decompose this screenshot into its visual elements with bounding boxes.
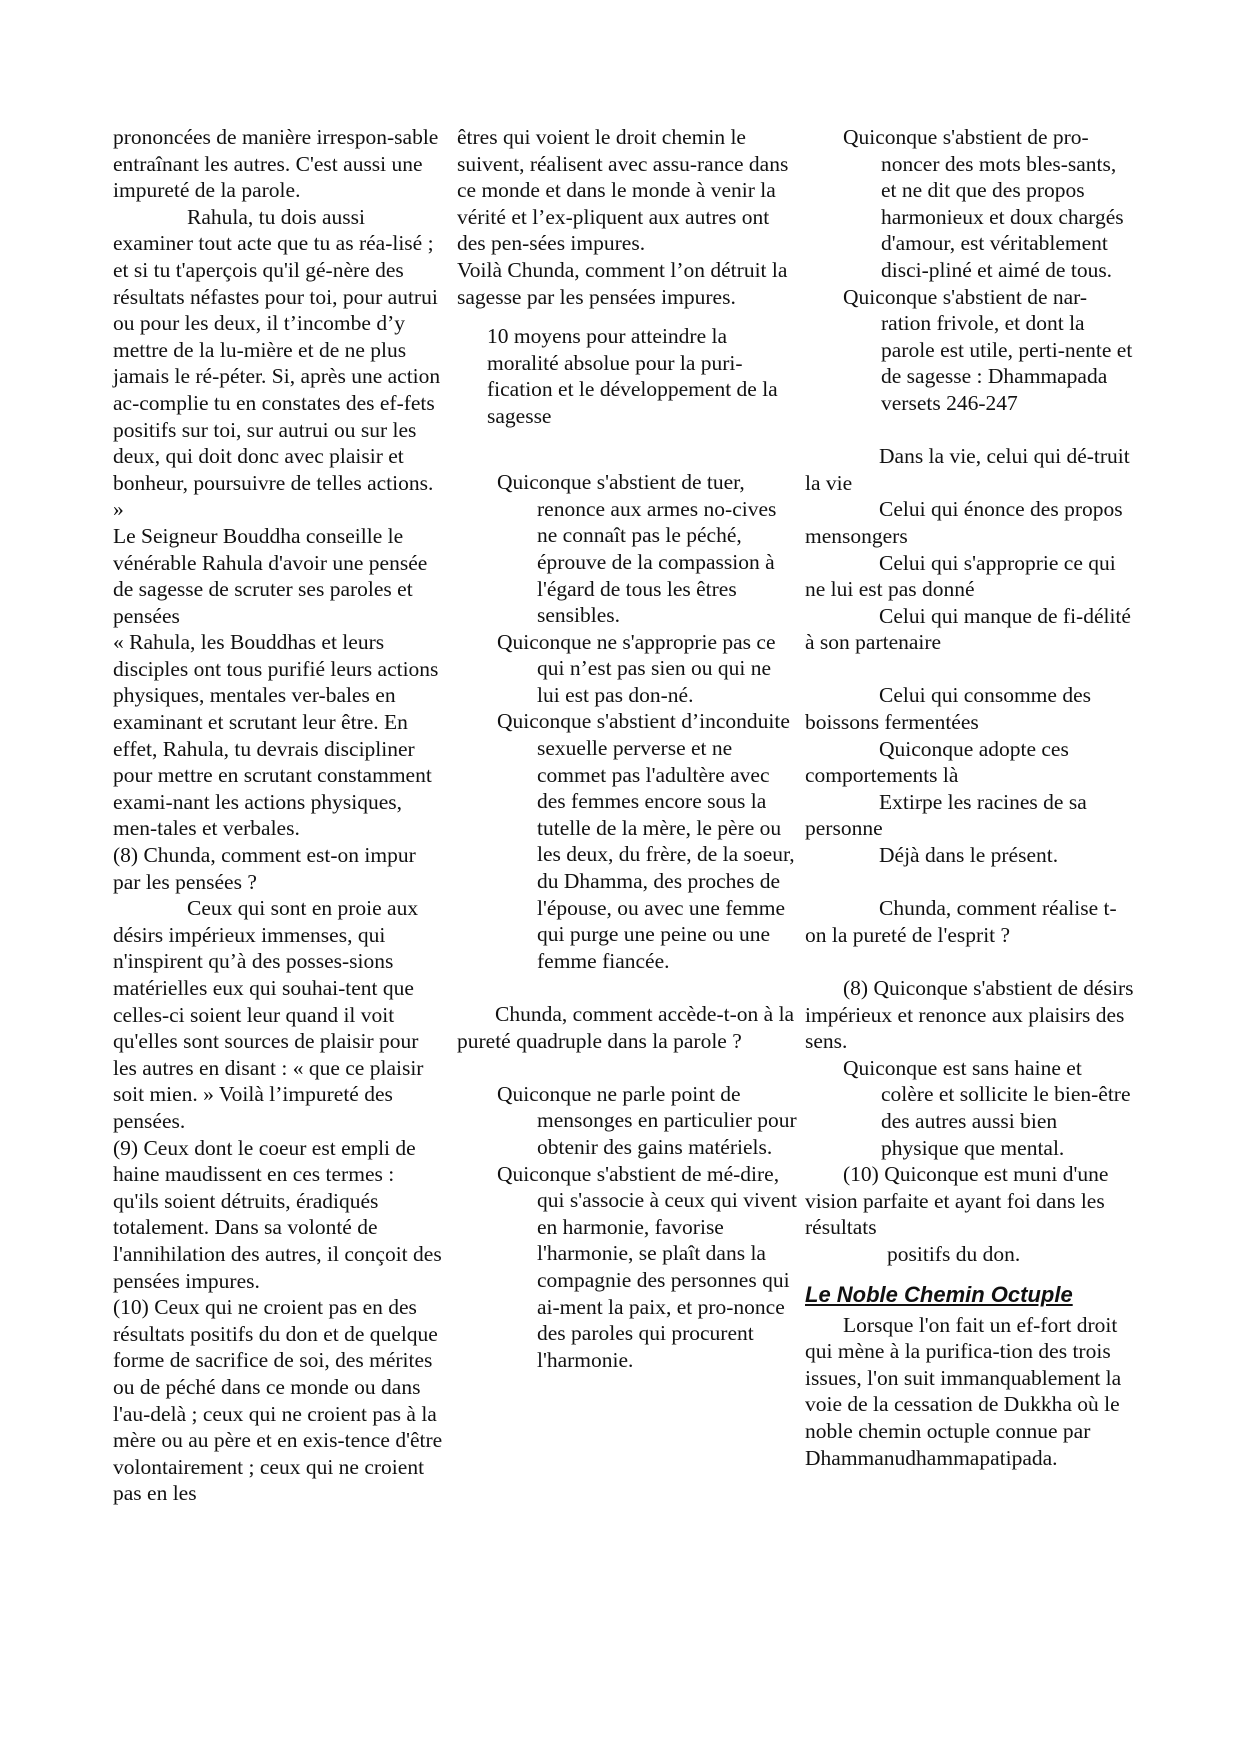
paragraph: Celui qui consomme des boissons fermentées xyxy=(805,683,1091,735)
list-item: Quiconque s'abstient de tuer, renonce aux armes no-cives ne connaît pas le péché, éprouve de la compassion à l'égard de tous les êtres sensibles. xyxy=(497,470,777,628)
paragraph: Celui qui énonce des propos mensongers xyxy=(805,497,1123,548)
paragraph: positifs du don. xyxy=(887,1241,1021,1266)
paragraph: Ceux qui sont en proie aux désirs impérieux immenses, qui n'inspirent qu’à des posses-sions matérielles eux qui souhai-tent que celles-ci soient leur quand il voit qu'elles sont sources de plaisir pour les autres en disant : « que ce plaisir soit mien. » Voilà l’impureté des pensées. xyxy=(113,896,424,1133)
list-item: Quiconque s'abstient de nar-ration frivole, et dont la parole est utile, perti-nente et de sagesse : Dhammapada versets 246-247 xyxy=(843,284,1133,415)
list-item: Quiconque est sans haine et colère et sollicite le bien-être des autres aussi bien physique que mental. xyxy=(843,1055,1131,1160)
paragraph: (9) Ceux dont le coeur est empli de haine maudissent en ces termes : qu'ils soient détruits, éradiqués totalement. Dans sa volonté de l'annihilation des autres, il conçoit des pensées impures. xyxy=(113,1135,442,1293)
paragraph: Extirpe les racines de sa personne xyxy=(805,789,1087,841)
paragraph: (8) Quiconque s'abstient de désirs impérieux et renonce aux plaisirs des sens. xyxy=(805,976,1134,1054)
paragraph: Chunda, comment réalise t-on la pureté de l'esprit ? xyxy=(805,896,1117,947)
paragraph: Dans la vie, celui qui dé-truit la vie xyxy=(805,444,1130,495)
list-item: Quiconque ne parle point de mensonges en particulier pour obtenir des gains matériels. xyxy=(497,1081,797,1159)
text-column-1 xyxy=(113,124,443,1507)
paragraph: Celui qui s'approprie ce qui ne lui est pas donné xyxy=(805,550,1116,602)
text-column-2 xyxy=(457,124,797,1373)
paragraph: Lorsque l'on fait un ef-fort droit qui mène à la purifica-tion des trois issues, l'on suit immanquablement la voie de la cessation de Dukkha où le noble chemin octuple connue par Dhammanudhammapatipada. xyxy=(805,1312,1122,1470)
list-item: Quiconque s'abstient d’inconduite sexuelle perverse et ne commet pas l'adultère avec des femmes encore sous la tutelle de la mère, le père ou les deux, du frère, de la soeur, du Dhamma, des proches de l'épouse, ou avec une femme qui purge une peine ou une femme fiancée. xyxy=(497,709,795,973)
paragraph: êtres qui voient le droit chemin le suivent, réalisent avec assu-rance dans ce monde et dans le monde à venir la vérité et l’ex-pliquent aux autres ont des pen-sées impures. xyxy=(457,125,789,256)
paragraph: (10) Ceux qui ne croient pas en des résultats positifs du don et de quelque forme de sacrifice de soi, des mérites ou de péché dans ce monde ou dans l'au-delà ; ceux qui ne croient pas à la mère ou au père et en exis-tence d'être volontairement ; ceux qui ne croient pas en les xyxy=(113,1295,443,1506)
list-item: Quiconque s'abstient de pro-noncer des mots bles-sants, et ne dit que des propos harmonieux et doux chargés d'amour, est véritablement disci-pliné et aimé de tous. xyxy=(843,125,1124,282)
paragraph: Déjà dans le présent. xyxy=(879,843,1059,868)
paragraph: Chunda, comment accède-t-on à la pureté quadruple dans la parole ? xyxy=(457,1002,795,1053)
section-title: 10 moyens pour atteindre la moralité absolue pour la puri-fication et le développement de la sagesse xyxy=(487,324,778,428)
paragraph: (10) Quiconque est muni d'une vision parfaite et ayant foi dans les résultats xyxy=(805,1162,1109,1240)
section-heading: Le Noble Chemin Octuple xyxy=(805,1281,1073,1307)
paragraph: Rahula, tu dois aussi examiner tout acte que tu as réa-lisé ; et si tu t'aperçois qu'il gé-nère des résultats néfastes pour toi, pour autrui ou pour les deux, il t’incombe d’y mettre de la lu-mière et de ne plus jamais le ré-péter. Si, après une action ac-complie tu en constates des ef-fets positifs sur toi, sur autrui ou sur les deux, qui doit donc avec plaisir et bonheur, poursuivre de telles actions. » xyxy=(113,204,441,522)
paragraph: (8) Chunda, comment est-on impur par les pensées ? xyxy=(113,843,416,894)
paragraph: Le Seigneur Bouddha conseille le vénérable Rahula d'avoir une pensée de sagesse de scruter ses paroles et pensées xyxy=(113,523,428,628)
paragraph: Quiconque adopte ces comportements là xyxy=(805,736,1069,788)
paragraph: Voilà Chunda, comment l’on détruit la sagesse par les pensées impures. xyxy=(457,257,788,309)
paragraph: Celui qui manque de fi-délité à son partenaire xyxy=(805,603,1131,655)
list-item: Quiconque s'abstient de mé-dire, qui s'associe à ceux qui vivent en harmonie, favorise l'harmonie, se plaît dans la compagnie des personnes qui ai-ment la paix, et pro-nonce des paroles qui procurent l'harmonie. xyxy=(497,1161,798,1372)
text-column-3 xyxy=(805,124,1135,1471)
list-item: Quiconque ne s'approprie pas ce qui n’est pas sien ou qui ne lui est pas don-né. xyxy=(497,629,776,707)
paragraph: « Rahula, les Bouddhas et leurs disciples ont tous purifié leurs actions physiques, mentales ver-bales en examinant et scrutant leur être. En effet, Rahula, tu devrais discipliner pour mettre en scrutant constamment exami-nant les actions physiques, men-tales et verbales. xyxy=(113,630,439,841)
paragraph: prononcées de manière irrespon-sable entraînant les autres. C'est aussi une impureté de la parole. xyxy=(113,125,439,203)
